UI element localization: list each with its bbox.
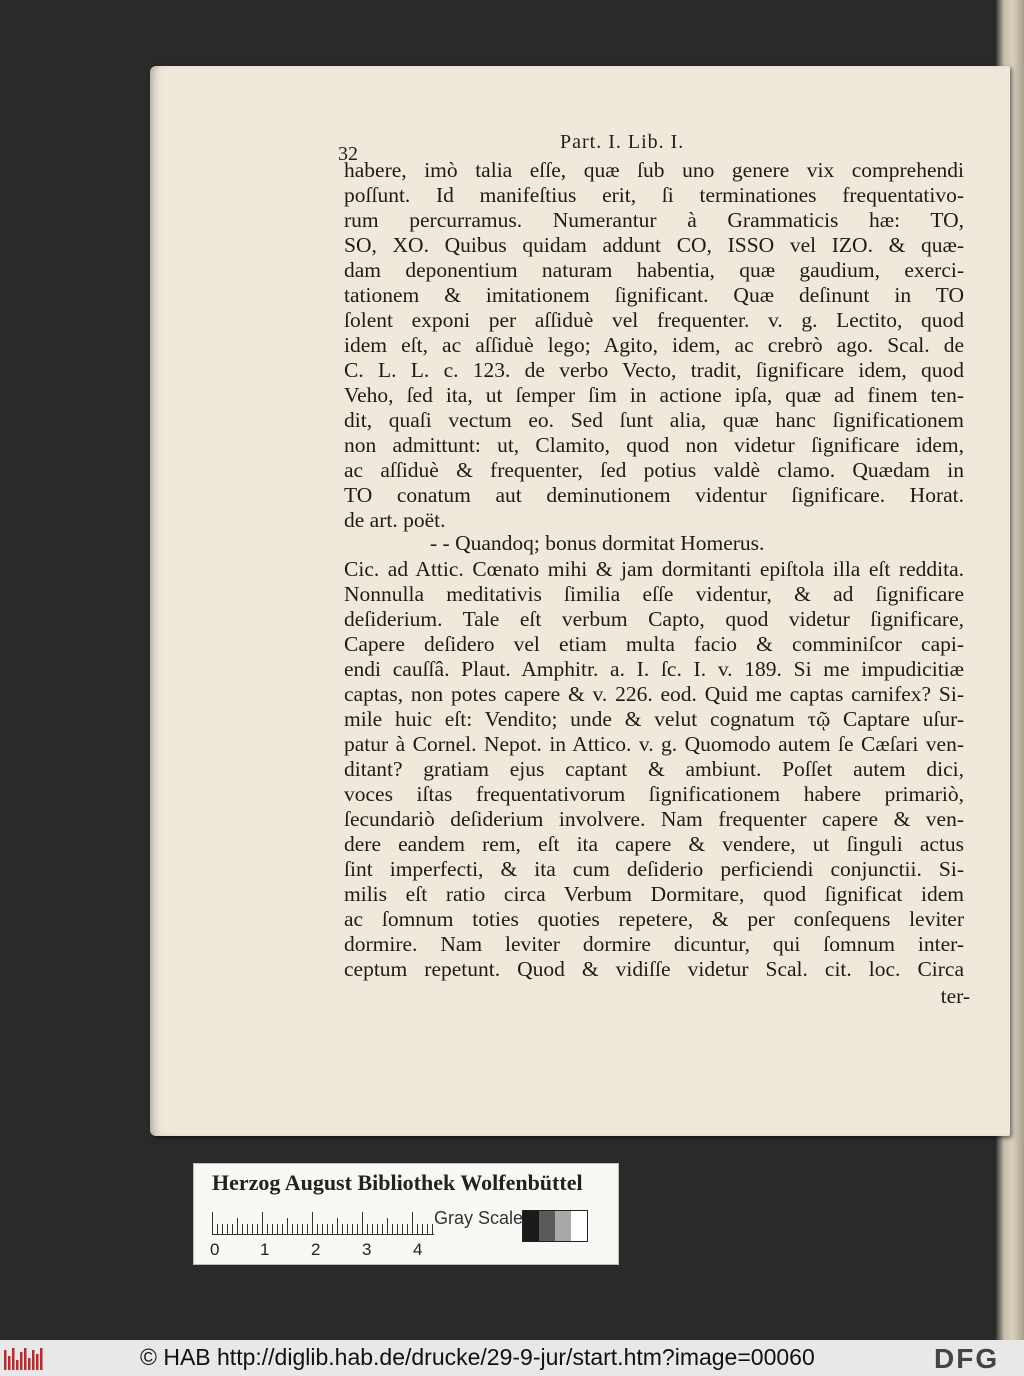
ruler-tick [227,1224,228,1234]
text-line: dam deponentium naturam habentia, quæ gaudium, exerci- [344,258,964,282]
ruler-tick [302,1224,303,1234]
text-line: dere eandem rem, eſt ita capere & vendere, ut ſinguli actus [344,832,964,856]
hab-logo-icon [4,1346,44,1372]
text-line: poſſunt. Id manifeſtius erit, ſi terminationes frequentativo- [344,183,964,207]
text-line: ſint imperfecti, & ita cum deſiderio perficiendi conjunctii. Si- [344,857,964,881]
ruler-tick [402,1224,403,1234]
ruler-tick [297,1224,298,1234]
ruler-tick [362,1212,363,1234]
ruler-tick [347,1224,348,1234]
ruler-tick [337,1218,338,1234]
text-line: ſecundariò deſiderium involvere. Nam frequenter capere & ven- [344,807,964,831]
text-line: dit, quaſi vectum eo. Sed ſunt alia, quæ hanc ſignificationem [344,408,964,432]
library-card [193,1163,619,1265]
ruler-tick [212,1212,213,1234]
footer-url[interactable]: © HAB http://diglib.hab.de/drucke/29-9-jur/start.htm?image=00060 [140,1344,815,1370]
ruler-tick [262,1212,263,1234]
ruler-tick [382,1224,383,1234]
footer-bar [0,1340,1024,1376]
text-line: idem eſt, ac aſſiduè lego; Agito, idem, ac crebrò ago. Scal. de [344,333,964,357]
gray-patch [523,1211,539,1241]
ruler-tick [357,1224,358,1234]
text-line: ſolent exponi per aſſiduè vel frequenter. v. g. Lectito, quod [344,308,964,332]
scale-number-1: 1 [260,1240,270,1259]
gray-patch [555,1211,571,1241]
ruler-tick [247,1224,248,1234]
ruler-tick [427,1224,428,1234]
text-line: ac ſomnum toties quoties repetere, & per conſequens leviter [344,907,964,931]
ruler-tick [257,1224,258,1234]
library-name: Herzog August Bibliothek Wolfenbüttel [212,1170,583,1195]
text-line: ceptum repetunt. Quod & vidiſſe videtur Scal. cit. loc. Circa [344,957,964,981]
ruler-tick [422,1224,423,1234]
ruler-tick [387,1218,388,1234]
ruler-tick [342,1224,343,1234]
text-line: captas, non potes capere & v. 226. eod. Quid me captas carnifex? Si- [344,682,964,706]
ruler-tick [397,1224,398,1234]
ruler-tick [237,1218,238,1234]
scale-ruler [212,1210,434,1235]
text-line: patur à Cornel. Nepot. in Attico. v. g. Quomodo autem ſe Cæſari ven- [344,732,964,756]
text-line: habere, imò talia eſſe, quæ ſub uno genere vix comprehendi [344,158,964,182]
ruler-tick [267,1224,268,1234]
ruler-tick [332,1224,333,1234]
scale-number-2: 2 [311,1240,321,1259]
ruler-tick [322,1224,323,1234]
ruler-tick [407,1224,408,1234]
ruler-tick [372,1224,373,1234]
ruler-tick [317,1224,318,1234]
ruler-tick [242,1224,243,1234]
text-line: non admittunt: ut, Clamito, quod non videtur ſignificare idem, [344,433,964,457]
ruler-tick [232,1224,233,1234]
text-line: - - Quandoq; bonus dormitat Homerus. [430,531,765,555]
ruler-tick [282,1224,283,1234]
catchword: ter- [940,984,970,1008]
page-number: 32 [338,143,358,165]
text-line: voces iſtas frequentativorum ſignificationem habere primariò, [344,782,964,806]
text-line: mile huic eſt: Vendito; unde & velut cognatum τῷ Captare uſur- [344,707,964,731]
ruler-tick [392,1224,393,1234]
ruler-tick [312,1212,313,1234]
ruler-tick [377,1224,378,1234]
ruler-tick [222,1224,223,1234]
dfg-logo: DFG [934,1343,1000,1374]
text-line: Cic. ad Attic. Cœnato mihi & jam dormitanti epiſtola illa eſt reddita. [344,557,964,581]
gray-patch [539,1211,555,1241]
text-line: TO conatum aut deminutionem videntur ſignificare. Horat. [344,483,964,507]
gray-scale-label: Gray Scale [434,1208,524,1228]
ruler-tick [272,1224,273,1234]
text-line: Capere deſidero vel etiam multa facio & comminiſcor capi- [344,632,964,656]
ruler-tick [367,1224,368,1234]
ruler-tick [432,1224,433,1234]
text-line: C. L. L. c. 123. de verbo Vecto, tradit, ſignificare idem, quod [344,358,964,382]
ruler-tick [217,1224,218,1234]
ruler-tick [417,1224,418,1234]
text-line: rum percurramus. Numerantur à Grammaticis hæ: TO, [344,208,964,232]
text-line: deſiderium. Tale eſt verbum Capto, quod videtur ſignificare, [344,607,964,631]
text-line: tationem & imitationem ſignificant. Quæ deſinunt in TO [344,283,964,307]
text-line: Nonnulla meditativis ſimilia eſſe videntur, & ad ſignificare [344,582,964,606]
ruler-tick [412,1212,413,1234]
text-line: endi cauſſâ. Plaut. Amphitr. a. I. ſc. I. v. 189. Si me impudicitiæ [344,657,964,681]
ruler-tick [252,1224,253,1234]
text-line: Veho, ſed ita, ut ſemper ſim in actione ipſa, quæ ad finem ten- [344,383,964,407]
running-header: Part. I. Lib. I. [560,131,685,153]
text-line: dormire. Nam leviter dormire dicuntur, qui ſomnum inter- [344,932,964,956]
gray-scale-swatch [522,1210,588,1242]
ruler-tick [292,1224,293,1234]
text-line: de art. poët. [344,508,446,532]
ruler-tick [307,1224,308,1234]
scale-number-4: 4 [413,1240,423,1259]
ruler-tick [277,1224,278,1234]
text-line: ditant? gratiam ejus captant & ambiunt. Poſſet autem dici, [344,757,964,781]
ruler-tick [352,1224,353,1234]
ruler-tick [287,1218,288,1234]
gray-patch [571,1211,587,1241]
text-line: ac aſſiduè & frequenter, ſed potius valdè clamo. Quædam in [344,458,964,482]
scale-number-3: 3 [362,1240,372,1259]
ruler-tick [327,1224,328,1234]
text-line: SO, XO. Quibus quidam addunt CO, ISSO vel IZO. & quæ- [344,233,964,257]
text-line: milis eſt ratio circa Verbum Dormitare, quod ſignificat idem [344,882,964,906]
scale-number-0: 0 [210,1240,220,1259]
